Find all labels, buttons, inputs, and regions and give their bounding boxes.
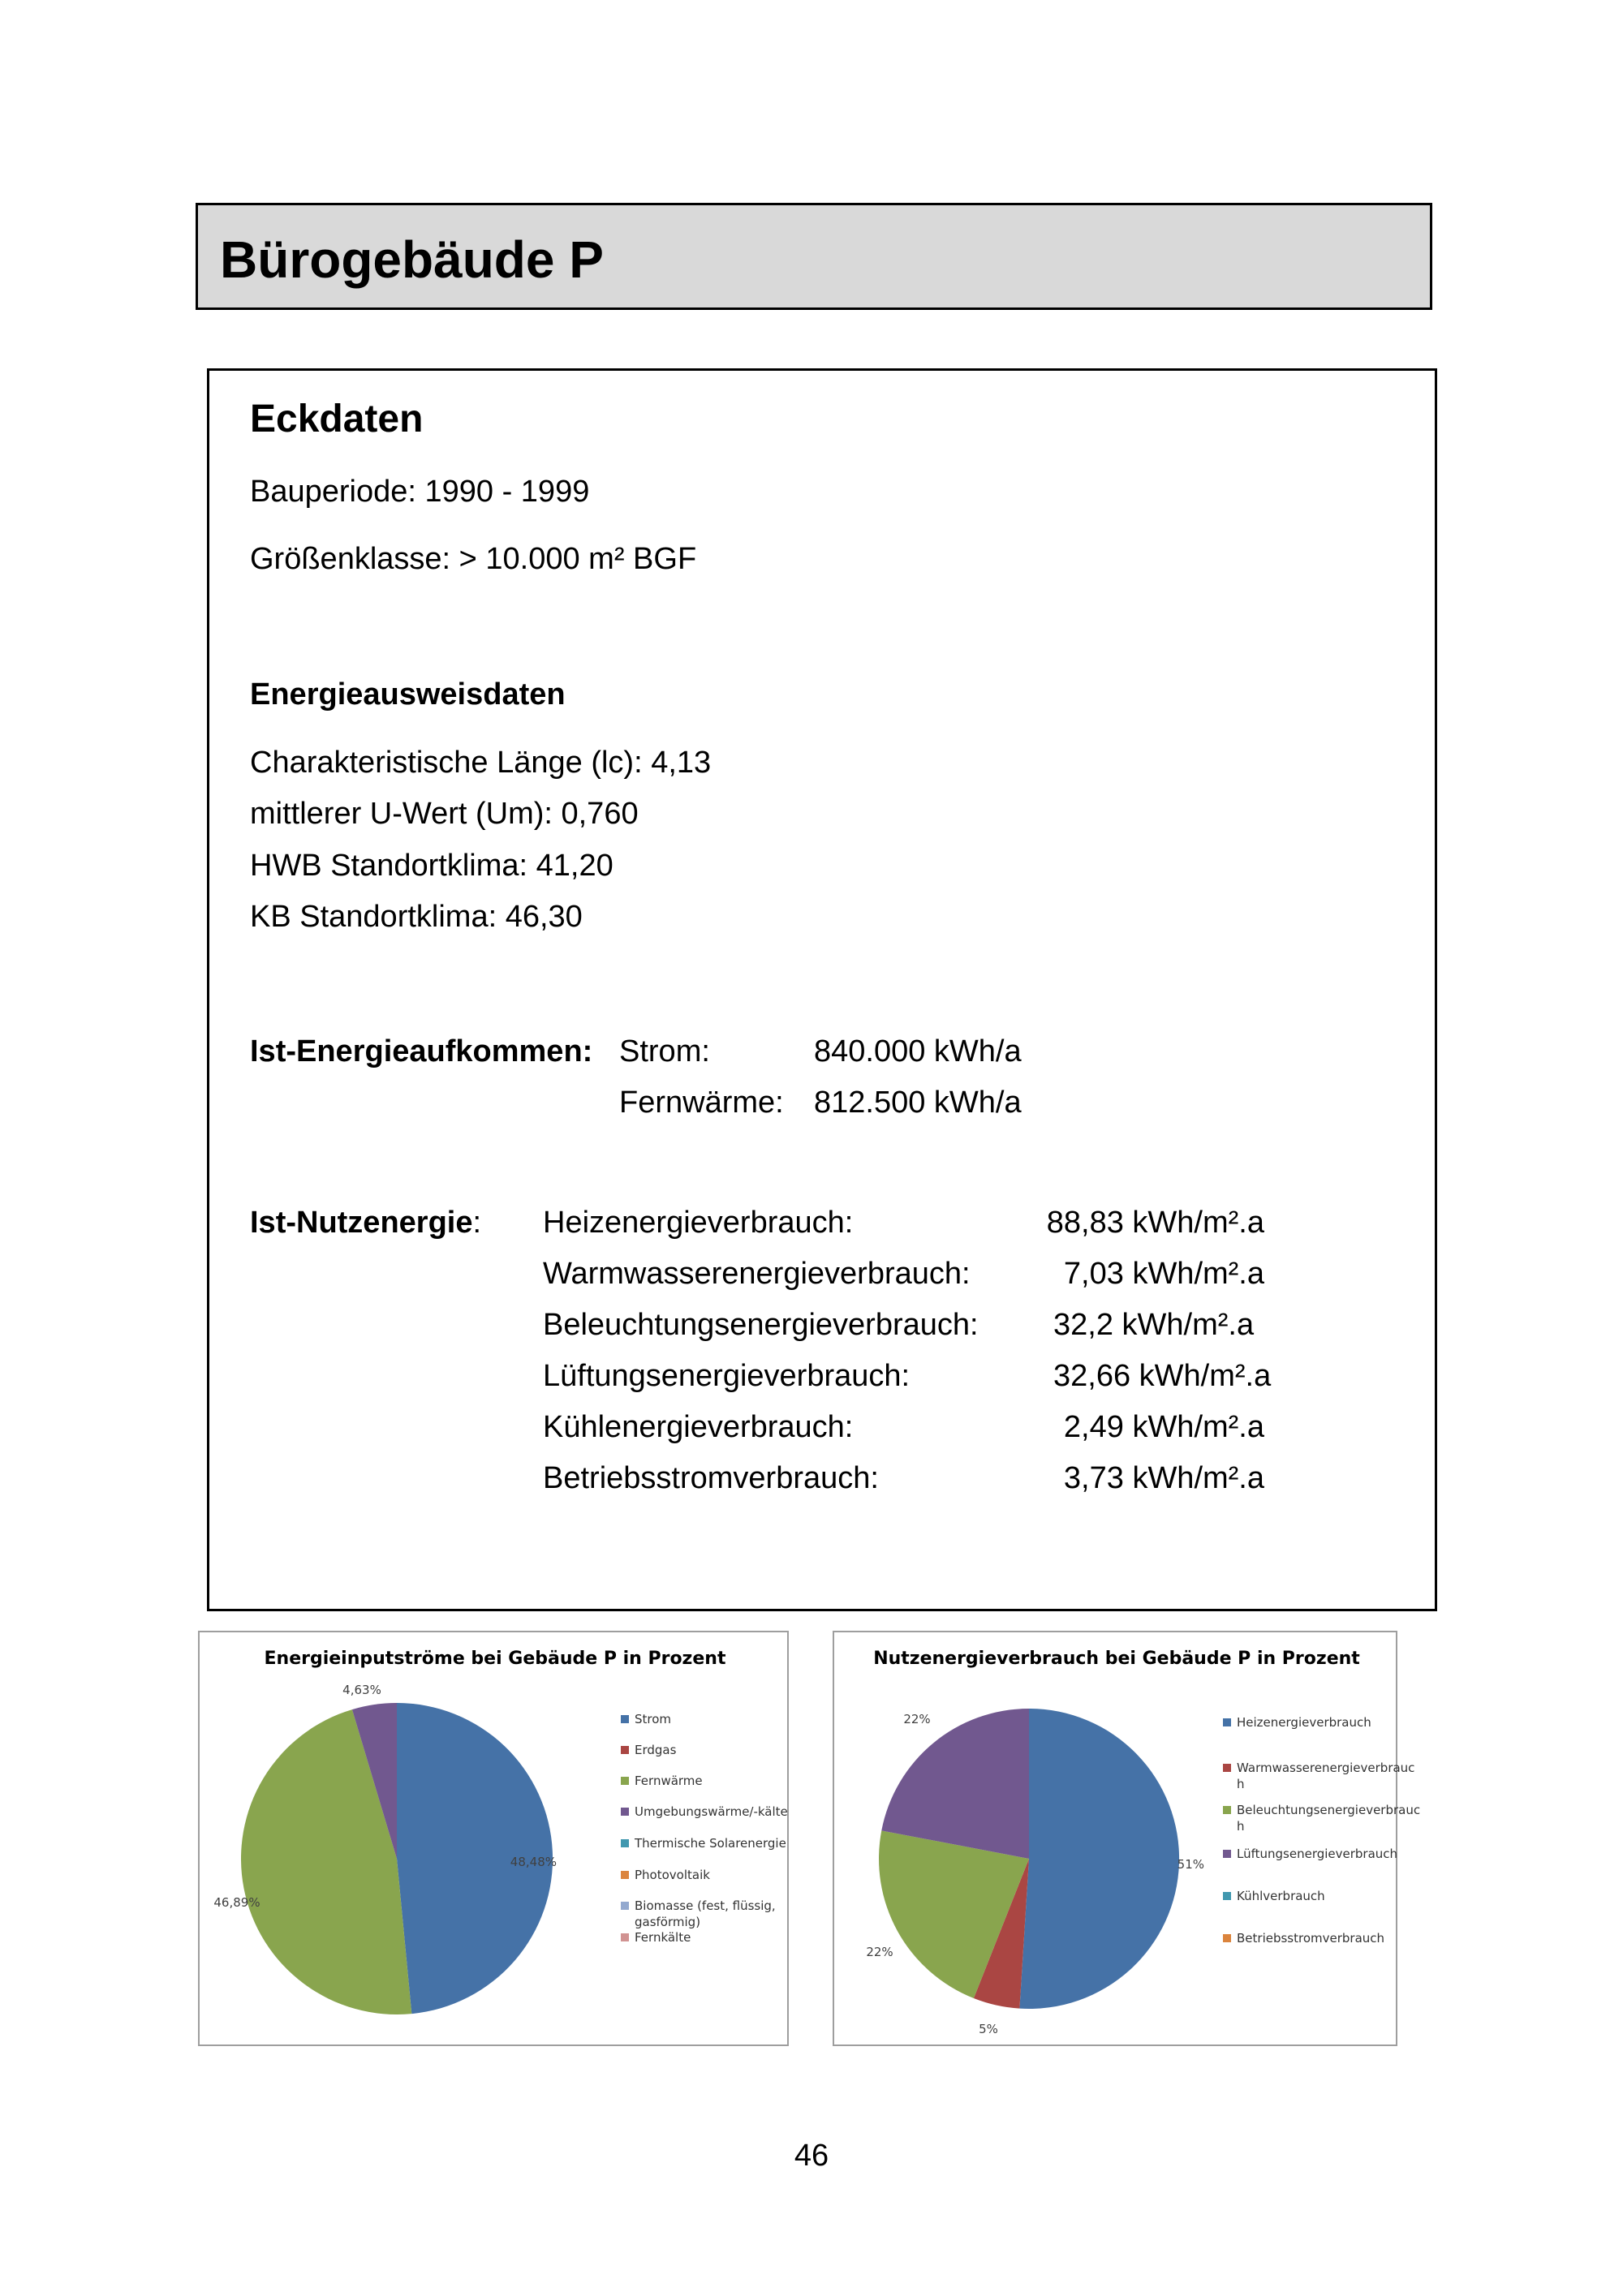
legend-swatch [621, 1715, 629, 1723]
legend-label-line: Biomasse (fest, flüssig, [635, 1898, 776, 1913]
pie-data-label: 4,63% [342, 1683, 381, 1697]
energieaufkommen-value: 812.500 kWh/a [814, 1086, 1022, 1120]
legend-label: Heizenergieverbrauch [1237, 1715, 1371, 1730]
legend-swatch [621, 1777, 629, 1785]
eckdaten-box [207, 368, 1437, 1611]
pie-data-label: 48,48% [510, 1855, 557, 1869]
ist-energieaufkommen-label: Ist-Energieaufkommen: [250, 1034, 593, 1068]
pie-data-label: 51% [1177, 1857, 1204, 1872]
chart-nutzenergie [833, 1631, 1421, 2046]
legend-swatch [1223, 1850, 1231, 1858]
legend-label: Strom [635, 1712, 672, 1726]
page-title: Bürogebäude P [220, 230, 604, 289]
chart-title: Energieinputströme bei Gebäude P in Prozent [264, 1649, 726, 1669]
nutzenergie-value: 2,49 kWh/m².a [1063, 1410, 1264, 1444]
legend-label-line: gasförmig) [635, 1915, 701, 1929]
ist-nutzenergie-colon: : [472, 1206, 482, 1240]
legend-label: Photovoltaik [635, 1868, 710, 1882]
chart-energieinput [198, 1631, 789, 2046]
legend-swatch [621, 1871, 629, 1879]
legend-label-line: h [1237, 1819, 1245, 1834]
chart-title: Nutzenergieverbrauch bei Gebäude P in Prozent [873, 1649, 1360, 1669]
energieausweis-line: Charakteristische Länge (lc): 4,13 [250, 746, 712, 780]
legend-label: Kühlverbrauch [1237, 1889, 1325, 1903]
pie-data-label: 22% [903, 1712, 931, 1726]
nutzenergie-name: Warmwasserenergieverbrauch: [543, 1257, 971, 1291]
pie-data-label: 46,89% [213, 1895, 260, 1910]
legend-swatch [621, 1808, 629, 1816]
legend-label [635, 1898, 776, 1929]
legend-label-line: Warmwasserenergieverbrauc [1237, 1761, 1415, 1775]
pie-data-label: 5% [979, 2022, 998, 2036]
legend-label: Lüftungsenergieverbrauch [1237, 1847, 1398, 1861]
page-title-box [196, 203, 1432, 310]
pie-data-label: 22% [866, 1945, 893, 1959]
nutzenergie-name: Lüftungsenergieverbrauch: [543, 1359, 911, 1393]
legend-swatch [621, 1902, 629, 1910]
legend-swatch [621, 1933, 629, 1941]
groessenklasse-text: Größenklasse: > 10.000 m² BGF [250, 542, 697, 576]
legend-swatch [621, 1839, 629, 1847]
legend-swatch [1223, 1934, 1231, 1942]
energieausweis-line: mittlerer U-Wert (Um): 0,760 [250, 797, 639, 831]
pie-slice [1019, 1709, 1179, 2009]
energieaufkommen-name: Fernwärme: [619, 1086, 784, 1120]
ist-nutzenergie-label [250, 1207, 481, 1238]
legend-label: Umgebungswärme/-kälte [635, 1804, 788, 1819]
nutzenergie-value: 88,83 kWh/m².a [1046, 1206, 1264, 1240]
nutzenergie-value: 3,73 kWh/m².a [1063, 1461, 1264, 1495]
page-number: 46 [794, 2139, 829, 2173]
legend-label [1237, 1803, 1420, 1834]
legend-label: Betriebsstromverbrauch [1237, 1931, 1385, 1946]
energieaufkommen-value: 840.000 kWh/a [814, 1034, 1022, 1068]
legend-label-line: h [1237, 1777, 1245, 1791]
nutzenergie-value: 32,66 kWh/m².a [1053, 1359, 1272, 1393]
legend-label: Fernwärme [635, 1774, 703, 1788]
nutzenergie-name: Heizenergieverbrauch: [543, 1206, 854, 1240]
energieausweis-heading: Energieausweisdaten [250, 677, 566, 712]
chart-energieinput-svg [200, 1632, 790, 2048]
nutzenergie-value: 32,2 kWh/m².a [1053, 1308, 1255, 1342]
ist-nutzenergie-label-text: Ist-Nutzenergie [250, 1206, 473, 1240]
legend-swatch [1223, 1764, 1231, 1772]
nutzenergie-name: Betriebsstromverbrauch: [543, 1461, 879, 1495]
legend-swatch [1223, 1806, 1231, 1814]
legend-swatch [621, 1746, 629, 1754]
chart-nutzenergie-svg [834, 1632, 1421, 2048]
nutzenergie-name: Beleuchtungsenergieverbrauch: [543, 1308, 979, 1342]
legend-label [1237, 1761, 1414, 1791]
energieausweis-line: KB Standortklima: 46,30 [250, 900, 583, 934]
energieausweis-line: HWB Standortklima: 41,20 [250, 849, 613, 883]
legend-label: Erdgas [635, 1743, 677, 1757]
energieaufkommen-name: Strom: [619, 1034, 710, 1068]
legend-label: Fernkälte [635, 1930, 691, 1945]
legend-swatch [1223, 1718, 1231, 1726]
bauperiode-text: Bauperiode: 1990 - 1999 [250, 475, 590, 509]
eckdaten-heading: Eckdaten [250, 398, 424, 441]
legend-label: Thermische Solarenergie [635, 1836, 786, 1851]
legend-label-line: Beleuchtungsenergieverbrauc [1237, 1803, 1421, 1817]
nutzenergie-value: 7,03 kWh/m².a [1063, 1257, 1264, 1291]
legend-swatch [1223, 1892, 1231, 1900]
nutzenergie-name: Kühlenergieverbrauch: [543, 1410, 854, 1444]
